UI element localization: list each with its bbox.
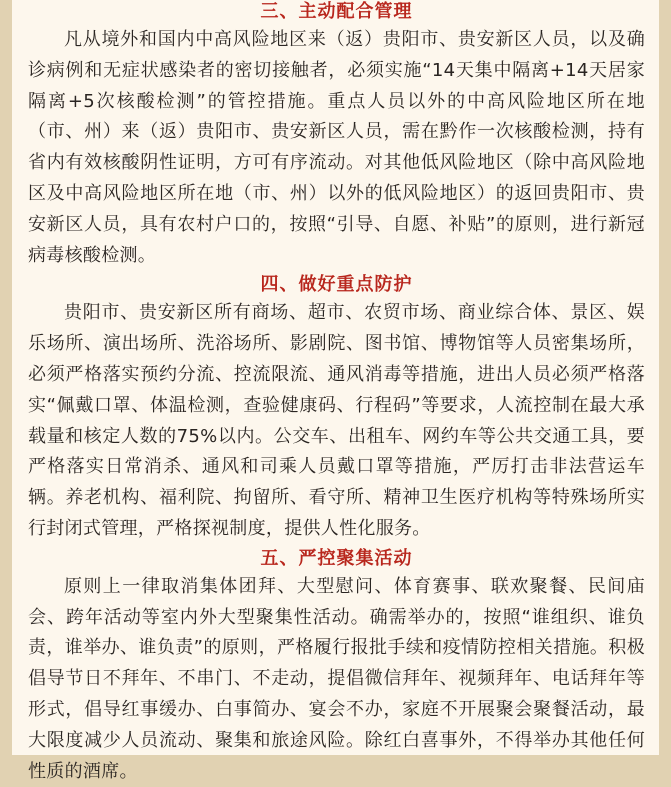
section-heading: 四、做好重点防护 (260, 274, 413, 296)
section-heading: 三、主动配合管理 (260, 1, 413, 22)
section-paragraph: 原则上一律取消集体团拜、大型慰问、体育赛事、联欢聚餐、民间庙会、跨年活动等室内外大型聚集性活动。确需举办的，按照“谁组织、谁负责，谁举办、谁负责”的原则，严格履行报批手续和疫情防控相关措施。积极倡导节日不拜年、不串门、不走动，提倡微信拜年、视频拜年、电话拜年等形式，倡导红事缓办、白事简办、宴会不办，家庭不开展聚会聚餐活动，最大限度减少人员流动、聚集和旅途风险。除红白喜事外，不得举办其他任何性质的酒席。 (28, 575, 645, 782)
section-paragraph: 贵阳市、贵安新区所有商场、超市、农贸市场、商业综合体、景区、娱乐场所、演出场所、洗浴场所、影剧院、图书馆、博物馆等人员密集场所，必须严格落实预约分流、控流限流、通风消毒等措施，进出人员必须严格落实“佩戴口罩、体温检测，查验健康码、行程码”等要求，人流控制在最大承载量和核定人数的75%以内。公交车、出租车、网约车等公共交通工具，要严格落实日常消杀、通风和司乘人员戴口罩等措施，严厉打击非法营运车辆。养老机构、福利院、拘留所、看守所、精神卫生医疗机构等特殊场所实行封闭式管理，严格探视制度，提供人性化服务。 (28, 302, 645, 539)
document-page (12, 0, 659, 782)
section-heading: 五、严控聚集活动 (260, 547, 413, 569)
section-paragraph: 凡从境外和国内中高风险地区来（返）贵阳市、贵安新区人员，以及确诊病例和无症状感染者的密切接触者，必须实施“14天集中隔离+14天居家隔离+5次核酸检测”的管控措施。重点人员以外的中高风险地区所在地（市、州）来（返）贵阳市、贵安新区人员，需在黔作一次核酸检测，持有省内有效核酸阴性证明，方可有序流动。对其他低风险地区（除中高风险地区及中高风险地区所在地（市、州）以外的低风险地区）的返回贵阳市、贵安新区人员，具有农村户口的，按照“引导、自愿、补贴”的原则，进行新冠病毒核酸检测。 (28, 29, 645, 266)
section-gathering-control (28, 547, 645, 787)
section-active-cooperation (28, 0, 645, 271)
section-key-protection (28, 273, 645, 544)
